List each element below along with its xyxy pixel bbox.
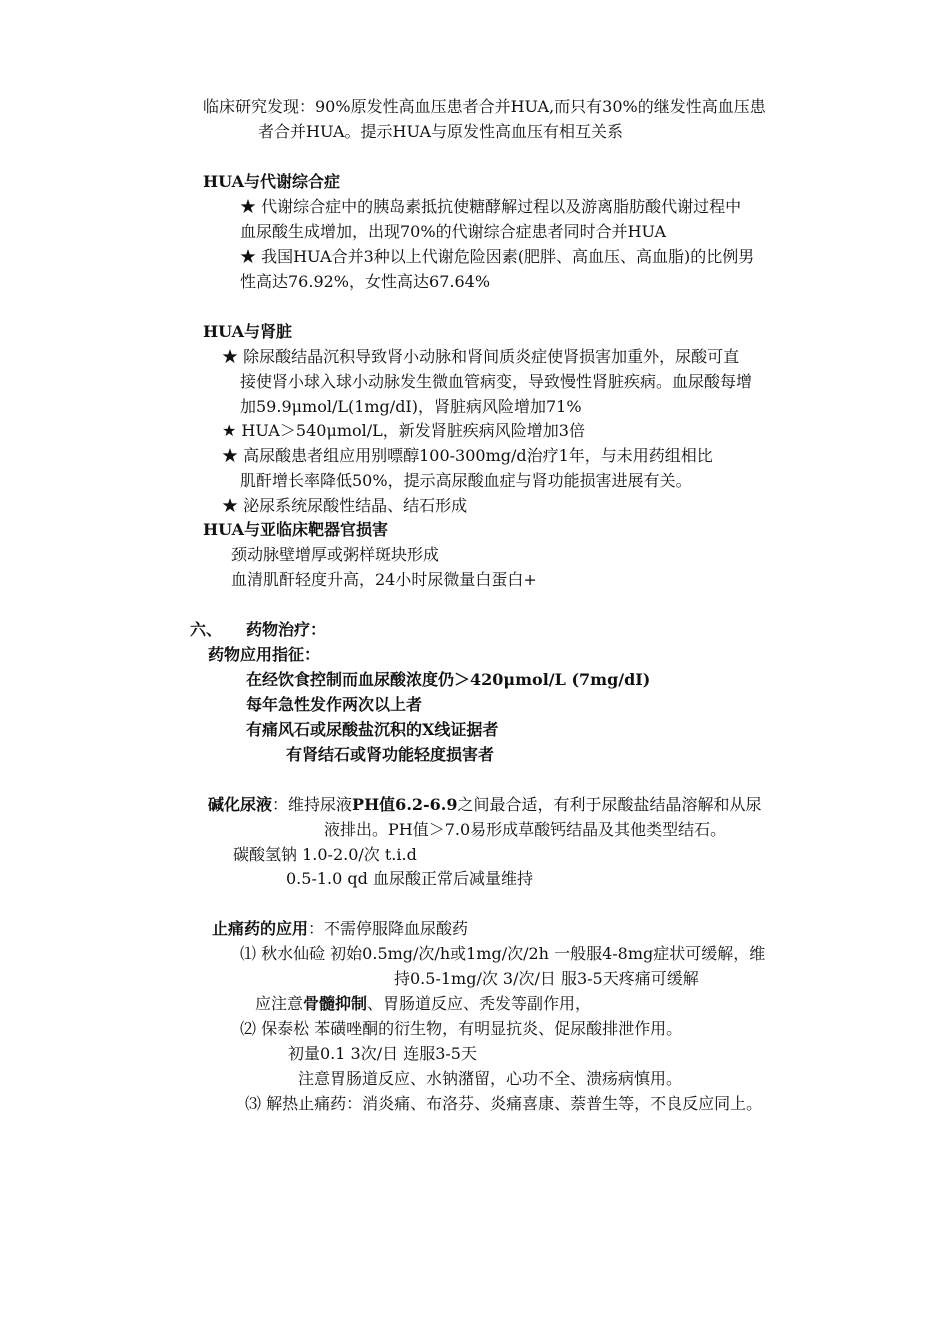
- intro-line-2: 者合并HUA。提示HUA与原发性高血压有相互关系: [258, 122, 624, 141]
- subclinical-line-2: 血清肌酐轻度升高，24小时尿微量白蛋白+: [231, 570, 537, 589]
- alkaline-drug: 碳酸氢钠 1.0-2.0/次 t.i.d: [233, 845, 417, 864]
- indication-4: 有肾结石或肾功能轻度损害者: [286, 745, 495, 764]
- subclinical-line-1: 颈动脉壁增厚或粥样斑块形成: [231, 545, 440, 564]
- alkaline-label: 碱化尿液: [208, 795, 273, 814]
- section-title: 药物治疗：: [246, 620, 327, 639]
- indication-heading: 药物应用指征：: [208, 645, 321, 664]
- kidney-bullet-4: ★ 泌尿系统尿酸性结晶、结石形成: [222, 496, 468, 515]
- drug-1-line-1: ⑴ 秋水仙硷 初始0.5mg/次/h或1mg/次/2h 一般服4-8mg症状可缓解，维: [240, 944, 766, 963]
- indication-2: 每年急性发作两次以上者: [246, 695, 423, 714]
- metabolic-bullet-2-line-2: 性高达76.92%，女性高达67.64%: [240, 272, 491, 291]
- alkaline-text-b: 之间最合适，有利于尿酸盐结晶溶解和从尿: [457, 795, 762, 814]
- kidney-bullet-3-line-1: ★ 高尿酸患者组应用别嘌醇100-300mg/d治疗1年，与未用药组相比: [222, 446, 713, 465]
- intro-line-1: 临床研究发现：90%原发性高血压患者合并HUA,而只有30%的继发性高血压患: [203, 97, 766, 116]
- drug-2-line-3: 注意胃肠道反应、水钠潴留，心功不全、溃疡病慎用。: [298, 1069, 683, 1088]
- metabolic-bullet-1-line-2: 血尿酸生成增加，出现70%的代谢综合症患者同时合并HUA: [240, 222, 667, 241]
- kidney-bullet-3-line-2: 肌酐增长率降低50%，提示高尿酸血症与肾功能损害进展有关。: [240, 471, 692, 490]
- kidney-bullet-1-line-3: 加59.9μmol/L(1mg/dI)，肾脏病风险增加71%: [240, 397, 582, 416]
- kidney-bullet-2: ★ HUA＞540μmol/L，新发肾脏疾病风险增加3倍: [222, 421, 585, 440]
- analgesic-heading-line: [212, 919, 468, 939]
- kidney-bullet-1-line-2: 接使肾小球入球小动脉发生微血管病变，导致慢性肾脏疾病。血尿酸每增: [240, 372, 753, 391]
- drug-1-note-bold: 骨髓抑制: [303, 994, 368, 1013]
- alkaline-maintenance: 0.5-1.0 qd 血尿酸正常后减量维持: [286, 869, 533, 888]
- drug-3-line: ⑶ 解热止痛药：消炎痛、布洛芬、炎痛喜康、萘普生等，不良反应同上。: [245, 1094, 763, 1113]
- alkaline-line-2: 液排出。PH值＞7.0易形成草酸钙结晶及其他类型结石。: [324, 820, 727, 839]
- analgesic-heading: 止痛药的应用: [212, 919, 309, 938]
- drug-1-note: [255, 994, 591, 1014]
- drug-1-line-2: 持0.5-1mg/次 3/次/日 服3-5天疼痛可缓解: [394, 969, 699, 988]
- section-number: 六、: [190, 620, 223, 639]
- drug-2-line-1: ⑵ 保泰松 苯磺唑酮的衍生物，有明显抗炎、促尿酸排泄作用。: [240, 1019, 683, 1038]
- drug-2-line-2: 初量0.1 3次/日 连服3-5天: [288, 1044, 477, 1063]
- kidney-heading: HUA与肾脏: [203, 322, 292, 341]
- kidney-bullet-1-line-1: ★ 除尿酸结晶沉积导致肾小动脉和肾间质炎症使肾损害加重外，尿酸可直: [222, 347, 740, 366]
- indication-3: 有痛风石或尿酸盐沉积的X线证据者: [246, 720, 499, 739]
- analgesic-heading-tail: ：不需停服降血尿酸药: [308, 919, 469, 938]
- drug-1-note-b: 、胃肠道反应、秃发等副作用，: [367, 994, 592, 1013]
- alkaline-line-1: [208, 795, 762, 815]
- indication-1: 在经饮食控制而血尿酸浓度仍＞420μmol/L (7mg/dI): [246, 670, 651, 689]
- metabolic-bullet-1-line-1: ★ 代谢综合症中的胰岛素抵抗使糖酵解过程以及游离脂肪酸代谢过程中: [240, 197, 742, 216]
- alkaline-ph-range: PH值6.2-6.9: [352, 795, 458, 814]
- metabolic-heading: HUA与代谢综合症: [203, 172, 340, 191]
- alkaline-text-a: ：维持尿液: [272, 795, 353, 814]
- drug-1-note-a: 应注意: [255, 994, 304, 1013]
- subclinical-heading: HUA与亚临床靶器官损害: [203, 520, 388, 539]
- metabolic-bullet-2-line-1: ★ 我国HUA合并3种以上代谢危险因素(肥胖、高血压、高血脂)的比例男: [240, 247, 755, 266]
